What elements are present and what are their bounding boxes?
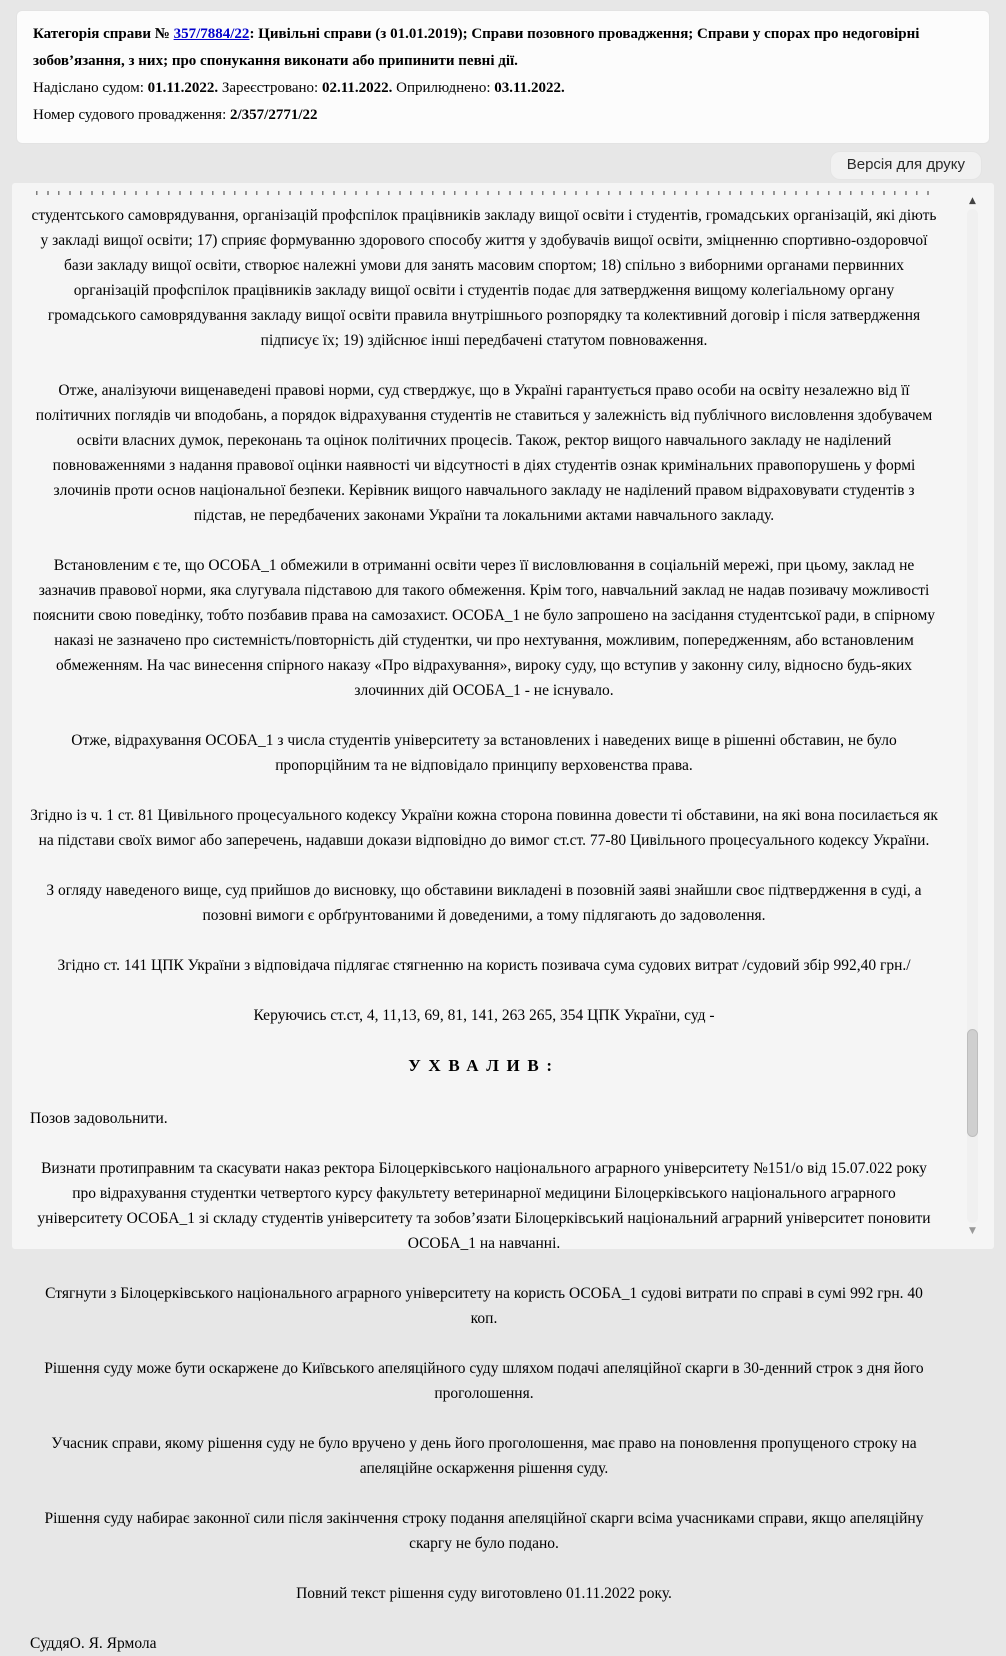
proceeding-number: 2/357/2771/22 (230, 107, 318, 123)
document-paragraph: Встановленим є те, що ОСОБА_1 обмежили в отриманні освіти через її висловлювання в соціальній мережі, при цьому, заклад не зазначив правової норми, яка слугувала підставою для такого обмеження. Крім того, навчальний заклад не надав позивачу можливості пояснити свою поведінку, тобто позбавив права на самозахист. ОСОБА_1 не було запрошено на засідання студентської ради, в спірному наказі не зазначено про системність/повторність дій студентки, чи про нехтування, можливим, попередженням, або встановленим обмеженням. На час винесення спірного наказу «Про відрахування», вироку суду, що вступив у законну силу, відносно будь-яких злочинних дій ОСОБА_1 - не існувало. (32, 557, 936, 699)
scroll-up-icon[interactable]: ▲ (969, 196, 976, 206)
document-paragraph: Отже, відрахування ОСОБА_1 з числа студентів університету за встановлених і наведених вище в рішенні обставин, не було пропорційним та не відповідало принципу верховенства права. (71, 732, 897, 774)
document-panel (12, 183, 994, 1652)
case-category-line (33, 21, 973, 75)
case-dates-line (33, 75, 973, 102)
sent-label: Надіслано судом: (33, 80, 144, 96)
case-category-description: : Цивільні справи (з 01.01.2019); Справи позовного провадження; Справи у спорах про недоговірні зобов’язання, з них; про спонукання виконати або припинити певні дії. (33, 26, 920, 69)
clipped-text-line (36, 191, 932, 195)
case-header-card (16, 10, 990, 144)
vertical-scrollbar (965, 193, 980, 1239)
registered-label: Зареєстровано: (221, 80, 319, 96)
case-proceeding-line (33, 102, 973, 129)
document-paragraph: Згідно із ч. 1 ст. 81 Цивільного процесуального кодексу України кожна сторона повинна довести ті обставини, на які вона посилається як на підстави своїх вимог або заперечень, надавши докази відповідно до вимог ст.ст. 77-80 Цивільного процесуального кодексу України. (30, 807, 938, 849)
published-label: Оприлюднено: (396, 80, 491, 96)
document-content (12, 183, 994, 1656)
document-paragraph: Отже, аналізуючи вищенаведені правові норми, суд стверджує, що в Україні гарантується право особи на освіту незалежно від її політичних поглядів чи вподобань, а порядок відрахування студентів не ставиться у залежність від публічного висловлення здобувачем освіти власних думок, переконань та оцінок політичних процесів. Також, ректор вищого навчального закладу не наділений повноваженнями з надання правової оцінки наявності чи відсутності в діях студентів ознак кримінальних правопорушень у формі злочинів проти основ національної безпеки. Керівник вищого навчального закладу не наділений правом відраховувати студентів з підстав, не передбачених законами України та локальними актами навчального закладу. (35, 382, 933, 524)
toolbar (16, 151, 982, 180)
document-paragraph: Позов задовольнити. (30, 1110, 168, 1127)
scrollbar-thumb[interactable] (967, 1029, 978, 1137)
document-paragraph: Згідно ст. 141 ЦПК України з відповідача підлягає стягненню на користь позивача сума судових витрат /судовий збір 992,40 грн./ (57, 957, 911, 974)
document-paragraph: Визнати протиправним та скасувати наказ ректора Білоцерківського національного аграрного університету №151/о від 15.07.022 року про відрахування студентки четвертого курсу факультету ветеринарної медицини Білоцерківського національного аграрного університету ОСОБА_1 зі складу студентів університету та зобов’язати Білоцерківський національний аграрний університет поновити ОСОБА_1 на навчанні. (37, 1160, 931, 1252)
resolution-heading: УХВАЛИВ: (408, 1056, 560, 1075)
proceeding-label: Номер судового провадження: (33, 107, 227, 123)
document-paragraph: Повний текст рішення суду виготовлено 01.11.2022 року. (296, 1585, 672, 1602)
document-paragraph: Керуючись ст.ст, 4, 11,13, 69, 81, 141, 263 265, 354 ЦПК України, суд - (253, 1007, 715, 1024)
print-version-button[interactable]: Версія для друку (830, 151, 982, 180)
case-number-link[interactable]: 357/7884/22 (173, 26, 250, 42)
scroll-down-icon[interactable]: ▼ (969, 1226, 976, 1236)
document-paragraph: Рішення суду може бути оскаржене до Київського апеляційного суду шляхом подачі апеляційної скарги в 30-денний строк з дня його проголошення. (44, 1360, 924, 1402)
judge-signature-line: СуддяО. Я. Ярмола (30, 1635, 157, 1652)
registered-date: 02.11.2022. (321, 80, 393, 96)
published-date: 03.11.2022. (494, 80, 565, 96)
case-category-label: Категорія справи № (33, 26, 174, 42)
document-paragraph: З огляду наведеного вище, суд прийшов до висновку, що обставини викладені в позовній заяві знайшли своє підтвердження в суді, а позовні вимоги є орбґрунтованими й доведеними, а тому підлягають до задоволення. (46, 882, 922, 924)
document-paragraph: Рішення суду набирає законної сили після закінчення строку подання апеляційної скарги всіма учасниками справи, якщо апеляційну скаргу не було подано. (44, 1510, 924, 1552)
document-paragraph: студентського самоврядування, організацій профспілок працівників закладу вищої освіти і студентів, громадських організацій, які діють у закладі вищої освіти; 17) сприяє формуванню здорового способу життя у здобувачів вищої освіти, зміцненню спортивно-оздоровчої бази закладу вищої освіти, створює належні умови для занять масовим спортом; 18) спільно з виборними органами первинних організацій профспілок працівників закладу вищої освіти і студентів подає для затвердження вищому колегіальному органу громадського самоврядування закладу вищої освіти правила внутрішнього розпорядку та колективний договір і після затвердження підписує їх; 19) здійснює інші передбачені статутом повноваження. (31, 207, 937, 349)
document-paragraph: Стягнути з Білоцерківського національного аграрного університету на користь ОСОБА_1 судові витрати по справі в сумі 992 грн. 40 коп. (45, 1285, 923, 1327)
sent-date: 01.11.2022. (147, 80, 219, 96)
document-paragraph: Учасник справи, якому рішення суду не було вручено у день його проголошення, має право на поновлення пропущеного строку на апеляційне оскарження рішення суду. (51, 1435, 917, 1477)
